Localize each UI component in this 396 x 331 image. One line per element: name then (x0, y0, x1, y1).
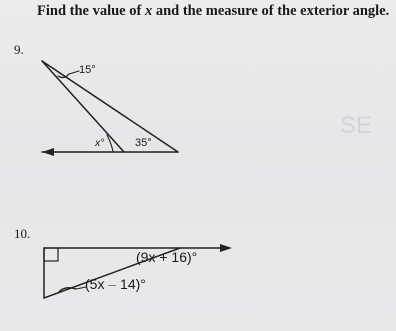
p10-exterior-expression: (9x + 16)° (136, 249, 198, 265)
problem-9-number: 9. (14, 42, 24, 57)
problem-10-number: 10. (14, 226, 31, 241)
instructions-variable: x (144, 3, 153, 19)
p9-top-angle-label: 15° (79, 64, 96, 76)
p9-top-angle-arrow (69, 71, 79, 74)
instructions-suffix: and the measure of the exterior angle. (152, 3, 390, 19)
p10-top-arrowhead (220, 244, 232, 252)
p10-expr-left: (5x (85, 276, 109, 292)
p9-exterior-angle-label: 35° (135, 137, 152, 149)
p10-expr-minus: – (108, 276, 117, 292)
p10-interior-expression (85, 277, 146, 291)
instructions-prefix: Find the value of (37, 3, 145, 19)
p9-long-side (42, 61, 178, 152)
p10-expr-right: 14)° (116, 276, 146, 292)
p9-base-arrowhead (42, 148, 54, 156)
p9-x-angle-label: x° (95, 137, 105, 149)
margin-pencil-mark: SE (340, 112, 373, 139)
problem-9-figure (42, 61, 178, 156)
p10-right-angle-mark (44, 248, 58, 261)
